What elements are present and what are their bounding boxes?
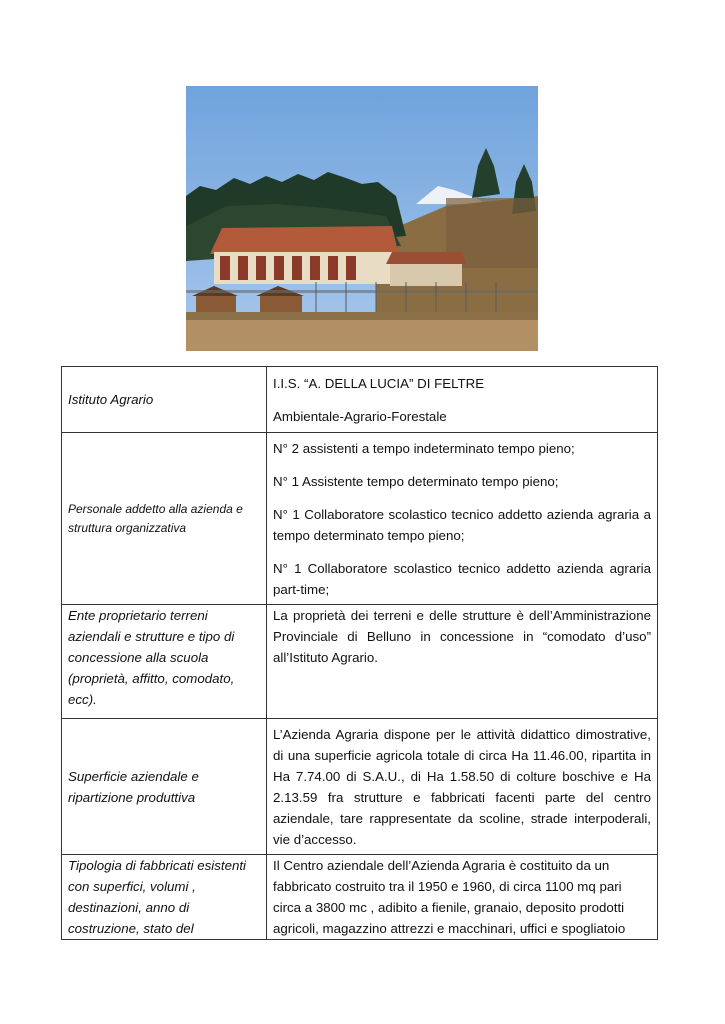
table-row (62, 855, 658, 940)
content-line: La proprietà dei terreni e delle strutture è dell’Amministrazione Provinciale di Belluno in concessione in “comodato d’uso” all’Istituto Agrario. (273, 608, 651, 665)
row-content (267, 433, 658, 605)
row-label: Tipologia di fabbricati esistenti con superfici, volumi , destinazioni, anno di costruzione, stato del (62, 855, 267, 940)
content-line: N° 1 Assistente tempo determinato tempo pieno; (273, 473, 559, 489)
info-table (61, 366, 658, 940)
table-row (62, 433, 658, 605)
farm-photo (186, 86, 538, 351)
row-label: Istituto Agrario (62, 367, 267, 433)
content-line: N° 1 Collaboratore scolastico tecnico addetto azienda agraria a tempo determinato tempo pieno; (273, 506, 651, 543)
content-line: Il Centro aziendale dell’Azienda Agraria è costituito da un fabbricato costruito tra il 1950 e 1960, di circa 1100 mq pari circa a 3800 mc , adibito a fienile, granaio, deposito prodotti agricoli, magazzino attrezzi e macchinari, uffici e spogliatoio (273, 858, 626, 936)
content-line: L’Azienda Agraria dispone per le attività didattico dimostrative, di una superficie agricola totale di circa Ha 11.46.00, ripartita in Ha 7.74.00 di S.A.U., di Ha 1.58.50 di colture boschive e Ha 2.13.59 fra strutture e fabbricati facenti parte del centro aziendale, tare rappresentate da scoline, strade interpoderali, vie d’accesso. (273, 726, 651, 847)
row-content (267, 367, 658, 433)
row-content (267, 855, 658, 940)
content-line: I.I.S. “A. DELLA LUCIA” DI FELTRE (273, 375, 485, 391)
content-line: N° 2 assistenti a tempo indeterminato tempo pieno; (273, 440, 575, 456)
row-content (267, 719, 658, 855)
row-content (267, 605, 658, 719)
table-row (62, 719, 658, 855)
content-line: N° 1 Collaboratore scolastico tecnico addetto azienda agraria part-time; (273, 560, 651, 597)
content-line: Ambientale-Agrario-Forestale (273, 408, 447, 424)
row-label: Personale addetto alla azienda e struttura organizzativa (62, 433, 267, 605)
row-label: Ente proprietario terreni aziendali e strutture e tipo di concessione alla scuola (proprietà, affitto, comodato, ecc). (62, 605, 267, 719)
row-label: Superficie aziendale e ripartizione produttiva (62, 719, 267, 855)
table-row (62, 605, 658, 719)
table-row (62, 367, 658, 433)
